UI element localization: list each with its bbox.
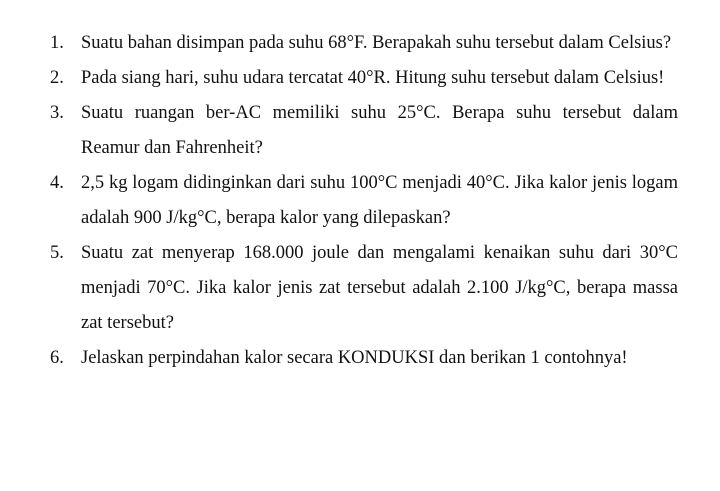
question-number: 6. xyxy=(50,348,64,368)
question-number: 5. xyxy=(50,243,64,263)
question-item-1 xyxy=(50,26,678,61)
question-number: 1. xyxy=(50,33,64,53)
question-item-2 xyxy=(50,61,678,96)
question-item-5 xyxy=(50,236,678,341)
question-text: Suatu bahan disimpan pada suhu 68°F. Berapakah suhu tersebut dalam Celsius? xyxy=(81,33,672,53)
question-item-3 xyxy=(50,96,678,166)
question-item-6 xyxy=(50,341,678,376)
question-number: 3. xyxy=(50,103,64,123)
question-list xyxy=(50,26,678,376)
question-text: Suatu zat menyerap 168.000 joule dan mengalami kenaikan suhu dari 30°C menjadi 70°C. Jika kalor jenis zat tersebut adalah 2.100 J/kg°C, berapa massa zat tersebut? xyxy=(81,243,678,333)
question-number: 2. xyxy=(50,68,64,88)
question-item-4 xyxy=(50,166,678,236)
question-number: 4. xyxy=(50,173,64,193)
question-text: Pada siang hari, suhu udara tercatat 40°R. Hitung suhu tersebut dalam Celsius! xyxy=(81,68,665,88)
question-text: Jelaskan perpindahan kalor secara KONDUKSI dan berikan 1 contohnya! xyxy=(81,348,628,368)
question-text: 2,5 kg logam didinginkan dari suhu 100°C menjadi 40°C. Jika kalor jenis logam adalah 900 J/kg°C, berapa kalor yang dilepaskan? xyxy=(81,173,678,228)
question-text: Suatu ruangan ber-AC memiliki suhu 25°C. Berapa suhu tersebut dalam Reamur dan Fahrenheit? xyxy=(81,103,678,158)
